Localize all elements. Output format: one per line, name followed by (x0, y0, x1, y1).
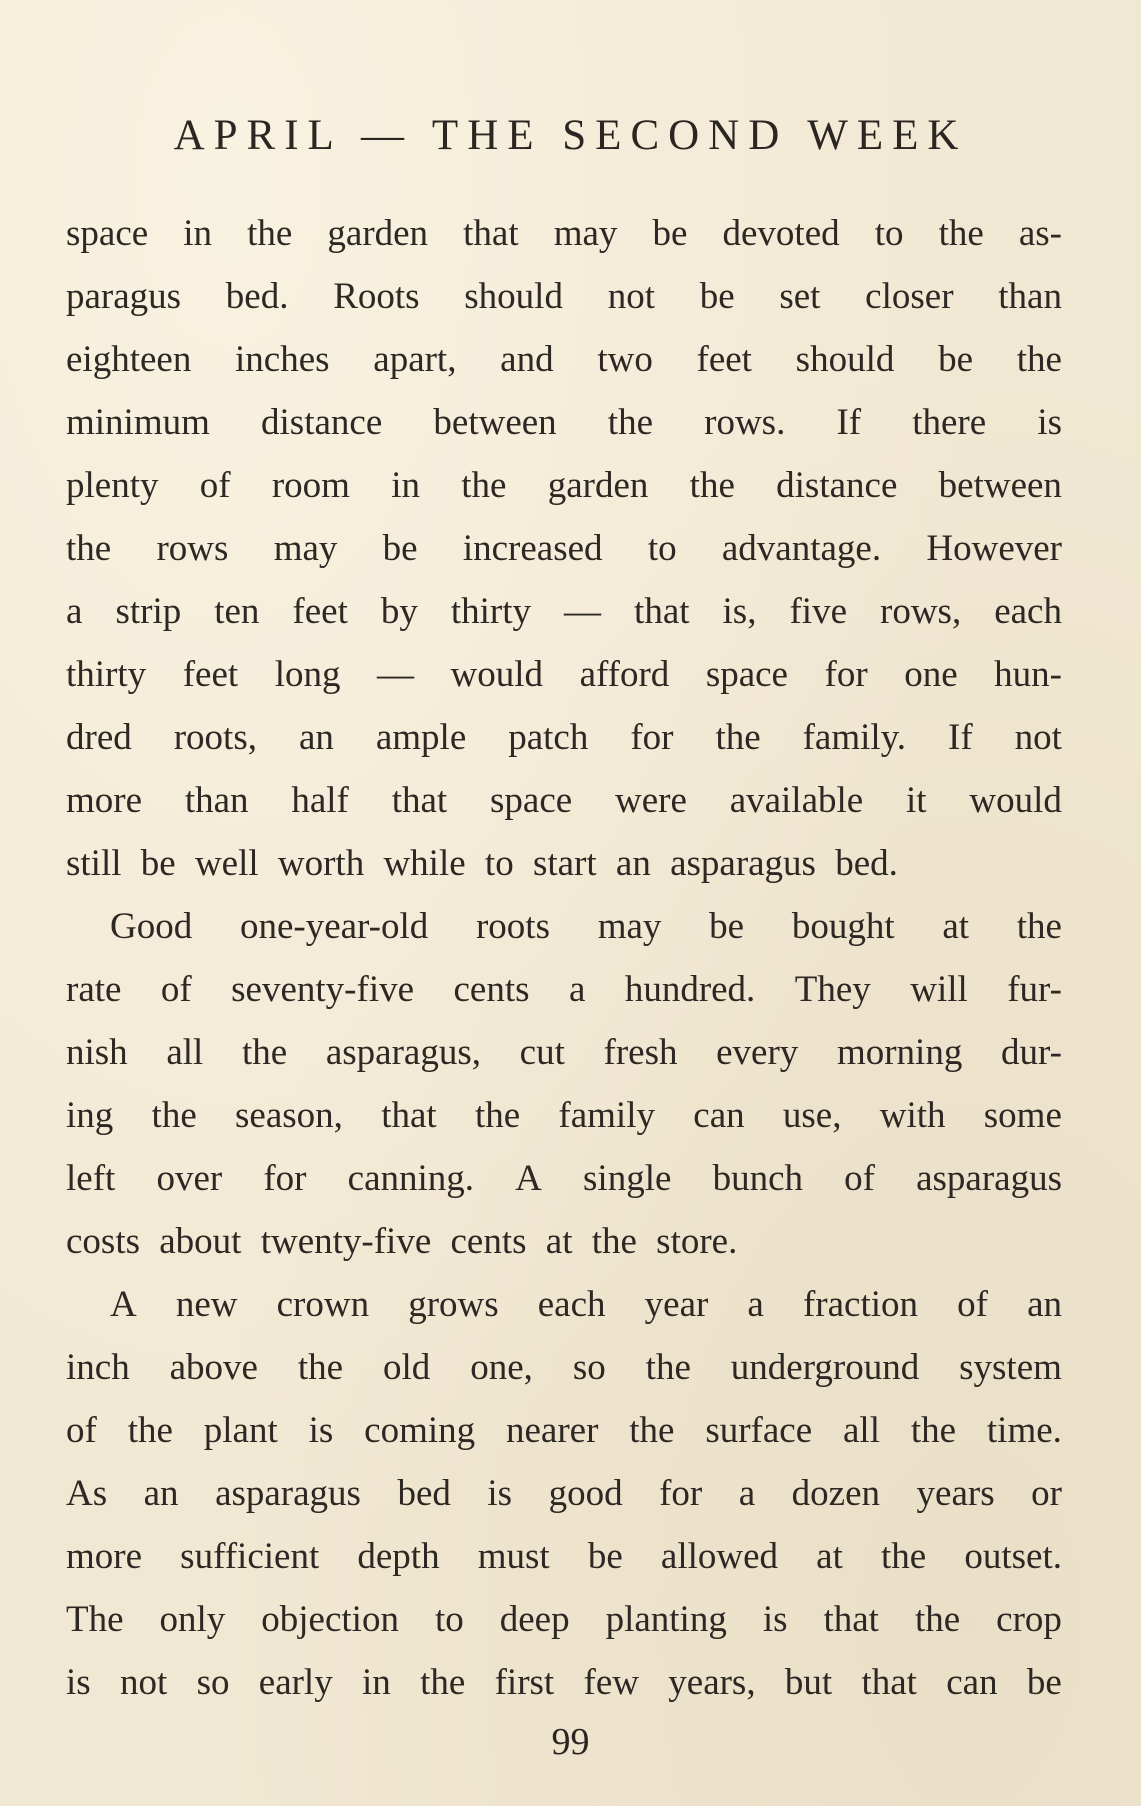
text-line (66, 1084, 1062, 1147)
word: the (914, 1599, 961, 1640)
word: apart, (373, 339, 457, 380)
word: plant (203, 1410, 278, 1451)
word: crown (276, 1284, 370, 1325)
word: the (420, 1662, 466, 1703)
text-line: costs about twenty-five cents at the store. (66, 1221, 738, 1262)
word: over (156, 1158, 223, 1199)
word: long (274, 654, 341, 695)
word: plenty (66, 465, 159, 506)
word: ten (214, 591, 260, 632)
word: two (597, 339, 653, 380)
word: Good (110, 906, 193, 947)
word: space (490, 780, 573, 821)
word: left (66, 1158, 116, 1199)
text-line: still be well worth while to start an asparagus bed. (66, 843, 898, 884)
word: of (957, 1284, 988, 1325)
text-line (66, 265, 1062, 328)
word: is (487, 1473, 513, 1514)
word: the (1016, 339, 1062, 380)
word: for (824, 654, 868, 695)
running-head: APRIL — THE SECOND WEEK (173, 112, 968, 159)
word: an (143, 1473, 179, 1514)
word: rows, (880, 591, 962, 632)
text-line (66, 643, 1062, 706)
word: of (66, 1410, 97, 1451)
word: be (1026, 1662, 1062, 1703)
word: bed (397, 1473, 451, 1514)
word: be (938, 339, 973, 380)
word: room (271, 465, 350, 506)
word: dozen (791, 1473, 881, 1514)
word: outset. (964, 1536, 1062, 1577)
word: more (66, 780, 143, 821)
word: thirty (66, 654, 147, 695)
word: rate (66, 969, 122, 1010)
word: — (564, 591, 602, 632)
word: cut (519, 1032, 565, 1073)
word: inch (66, 1347, 130, 1388)
word: five (789, 591, 847, 632)
word: be (709, 906, 745, 947)
word: allowed (660, 1536, 779, 1577)
word: increased (462, 528, 603, 569)
word: every (716, 1032, 799, 1073)
word: the (461, 465, 507, 506)
word: for (630, 717, 674, 758)
word: devoted (722, 213, 840, 254)
word: more (66, 1536, 143, 1577)
word: half (291, 780, 349, 821)
word: the (607, 402, 653, 443)
text-line (66, 1462, 1062, 1525)
word: a (747, 1284, 764, 1325)
word: time. (986, 1410, 1062, 1451)
word: afford (579, 654, 670, 695)
word: for (263, 1158, 307, 1199)
word: old (383, 1347, 431, 1388)
word: is (762, 1599, 788, 1640)
word: may (273, 528, 338, 569)
word: each (994, 591, 1062, 632)
word: is, (722, 591, 757, 632)
word: be (652, 213, 688, 254)
word: A (110, 1284, 137, 1325)
word: some (983, 1095, 1062, 1136)
word: of (199, 465, 231, 506)
text-line (66, 328, 1062, 391)
word: or (1031, 1473, 1062, 1514)
word: underground (730, 1347, 920, 1388)
word: with (879, 1095, 946, 1136)
word: cents (453, 969, 530, 1010)
word: so (572, 1347, 606, 1388)
word: an (298, 717, 334, 758)
word: that (634, 591, 690, 632)
word: inches (235, 339, 330, 380)
word: be (382, 528, 418, 569)
word: — (377, 654, 414, 695)
word: an (1027, 1284, 1062, 1325)
word: that (463, 213, 519, 254)
word: that (391, 780, 448, 821)
word: They (794, 969, 871, 1010)
word: depth (357, 1536, 440, 1577)
word: objection (261, 1599, 399, 1640)
word: paragus (66, 276, 182, 317)
word: space (66, 213, 149, 254)
word: one (904, 654, 958, 695)
word: in (362, 1662, 391, 1703)
word: nish (66, 1032, 128, 1073)
word: between (433, 402, 557, 443)
word: each (537, 1284, 606, 1325)
word: canning. (347, 1158, 475, 1199)
word: is (1037, 402, 1062, 443)
word: at (942, 906, 970, 947)
word: the (938, 213, 984, 254)
word: early (258, 1662, 333, 1703)
word: the (66, 528, 112, 569)
word: one-year-old (239, 906, 429, 947)
word: may (597, 906, 662, 947)
word: the (910, 1410, 957, 1451)
word: may (553, 213, 618, 254)
word: deep (499, 1599, 570, 1640)
word: the (127, 1410, 173, 1451)
word: should (795, 339, 895, 380)
word: bunch (712, 1158, 803, 1199)
word: year (644, 1284, 709, 1325)
word: available (729, 780, 864, 821)
word: feet (696, 339, 752, 380)
word: feet (292, 591, 348, 632)
word: than (184, 780, 249, 821)
word: dred (66, 717, 132, 758)
word: not (607, 276, 655, 317)
word: the (247, 213, 293, 254)
word: the (474, 1095, 521, 1136)
word: surface (705, 1410, 813, 1451)
text-line (66, 1399, 1062, 1462)
word: that (823, 1599, 879, 1640)
word: can (693, 1095, 745, 1136)
text-line (66, 958, 1062, 1021)
text-line (66, 202, 1062, 265)
word: set (779, 276, 821, 317)
word: that (861, 1662, 917, 1703)
word: asparagus (215, 1473, 361, 1514)
word: is (308, 1410, 334, 1451)
word: be (699, 276, 735, 317)
word: above (169, 1347, 258, 1388)
word: of (844, 1158, 875, 1199)
text-line (66, 895, 1062, 958)
word: only (159, 1599, 226, 1640)
word: distance (776, 465, 898, 506)
word: seventy-five (231, 969, 415, 1010)
word: garden (547, 465, 649, 506)
word: advantage. (721, 528, 882, 569)
word: coming (364, 1410, 476, 1451)
word: family. (802, 717, 907, 758)
word: can (946, 1662, 998, 1703)
word: at (816, 1536, 843, 1577)
word: rows (156, 528, 229, 569)
word: the (241, 1032, 288, 1073)
word: dur- (1001, 1032, 1062, 1073)
word: If (836, 402, 862, 443)
word: will (910, 969, 968, 1010)
word: good (548, 1473, 623, 1514)
word: in (391, 465, 420, 506)
word: the (689, 465, 735, 506)
word: be (587, 1536, 623, 1577)
word: ample (375, 717, 467, 758)
word: than (998, 276, 1062, 317)
word: closer (865, 276, 954, 317)
text-line (66, 1651, 1062, 1714)
word: planting (605, 1599, 727, 1640)
word: sufficient (180, 1536, 320, 1577)
word: grows (408, 1284, 499, 1325)
word: all (166, 1032, 204, 1073)
text-line (66, 1525, 1062, 1588)
word: use, (782, 1095, 842, 1136)
page-number: 99 (551, 1721, 590, 1763)
word: fresh (603, 1032, 678, 1073)
text-line (66, 769, 1062, 832)
text-line (66, 1336, 1062, 1399)
word: feet (182, 654, 239, 695)
word: that (381, 1095, 437, 1136)
word: a (66, 591, 83, 632)
word: of (160, 969, 192, 1010)
word: bought (791, 906, 895, 947)
word: family (558, 1095, 655, 1136)
word: is (66, 1662, 91, 1703)
text-line (66, 454, 1062, 517)
word: strip (115, 591, 182, 632)
word: not (1014, 717, 1062, 758)
word: the (881, 1536, 927, 1577)
word: not (119, 1662, 168, 1703)
word: first (494, 1662, 555, 1703)
word: distance (261, 402, 383, 443)
word: new (175, 1284, 238, 1325)
word: it (906, 780, 927, 821)
word: the (1016, 906, 1062, 947)
word: single (583, 1158, 672, 1199)
word: However (926, 528, 1062, 569)
word: garden (327, 213, 429, 254)
word: must (477, 1536, 550, 1577)
word: to (434, 1599, 464, 1640)
word: roots, (173, 717, 257, 758)
word: patch (508, 717, 589, 758)
word: crop (996, 1599, 1062, 1640)
word: asparagus (916, 1158, 1062, 1199)
word: asparagus, (325, 1032, 481, 1073)
text-line (66, 1021, 1062, 1084)
word: bed. (225, 276, 289, 317)
text-line (66, 1147, 1062, 1210)
word: to (647, 528, 677, 569)
text-line (66, 1273, 1062, 1336)
word: Roots (333, 276, 420, 317)
word: season, (235, 1095, 343, 1136)
word: years (916, 1473, 995, 1514)
word: there (912, 402, 987, 443)
body-text (66, 202, 1062, 1714)
word: the (715, 717, 761, 758)
word: space (705, 654, 788, 695)
text-line (66, 1588, 1062, 1651)
word: one, (470, 1347, 533, 1388)
word: fur- (1007, 969, 1062, 1010)
word: ing (66, 1095, 114, 1136)
word: were (614, 780, 687, 821)
word: for (659, 1473, 703, 1514)
word: the (629, 1410, 675, 1451)
word: morning (836, 1032, 963, 1073)
word: If (948, 717, 973, 758)
word: eighteen (66, 339, 192, 380)
text-line (66, 580, 1062, 643)
word: A (515, 1158, 542, 1199)
text-line (66, 391, 1062, 454)
word: years, (668, 1662, 756, 1703)
word: all (843, 1410, 880, 1451)
word: the (297, 1347, 344, 1388)
word: few (583, 1662, 639, 1703)
word: would (969, 780, 1062, 821)
word: as- (1018, 213, 1062, 254)
word: and (500, 339, 554, 380)
word: so (196, 1662, 230, 1703)
text-line (66, 706, 1062, 769)
word: by (380, 591, 418, 632)
word: the (645, 1347, 691, 1388)
word: hun- (994, 654, 1062, 695)
word: thirty (450, 591, 532, 632)
word: to (874, 213, 904, 254)
word: rows. (704, 402, 786, 443)
word: a (738, 1473, 756, 1514)
word: hundred. (624, 969, 756, 1010)
word: would (450, 654, 544, 695)
text-line (66, 517, 1062, 580)
word: The (66, 1599, 124, 1640)
word: minimum (66, 402, 210, 443)
word: system (959, 1347, 1062, 1388)
word: the (151, 1095, 197, 1136)
word: As (66, 1473, 108, 1514)
word: fraction (802, 1284, 919, 1325)
word: a (568, 969, 586, 1010)
word: between (938, 465, 1062, 506)
word: nearer (505, 1410, 599, 1451)
word: roots (475, 906, 550, 947)
word: should (464, 276, 563, 317)
word: in (183, 213, 213, 254)
word: but (784, 1662, 833, 1703)
